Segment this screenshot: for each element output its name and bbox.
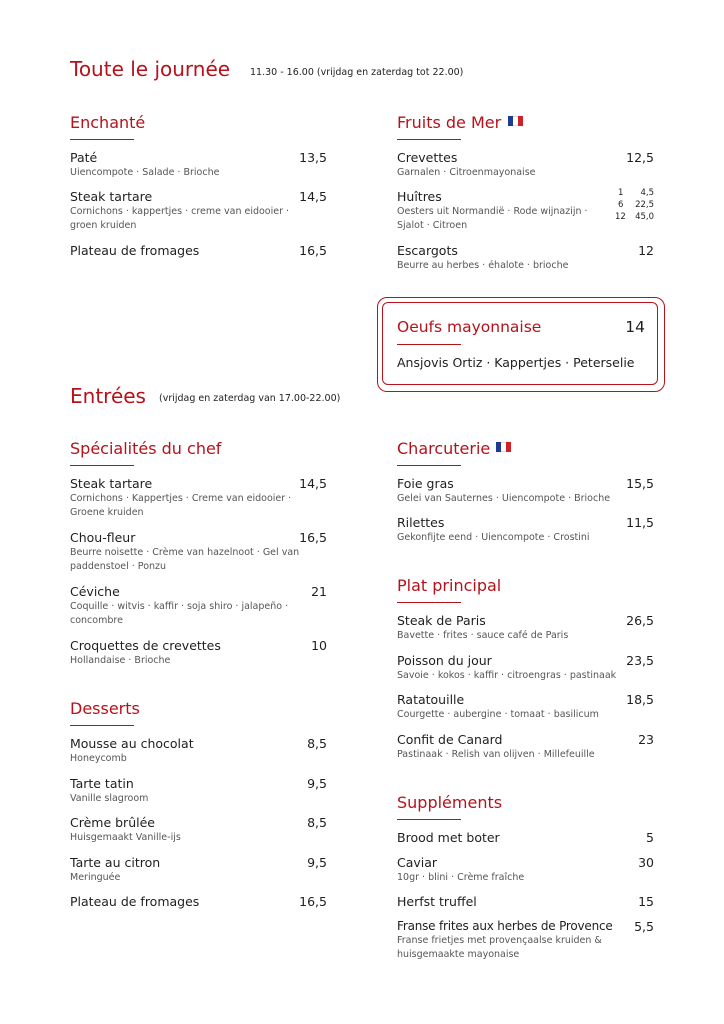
item-price: 23: [638, 732, 654, 747]
item-desc: Cornichons · Kappertjes · Creme van eidooier · Groene kruiden: [70, 493, 292, 518]
item-name: Franse frites aux herbes de Provence: [397, 919, 613, 933]
item-desc: Savoie · kokos · kaffir · citroengras · pastinaak: [397, 670, 617, 681]
menu-item: [397, 855, 627, 885]
menu-item: [70, 855, 300, 885]
item-desc: Coquille · witvis · kaffir · soja shiro · jalapeño · concombre: [70, 601, 289, 626]
item-name: Caviar: [397, 855, 438, 870]
section-rule: [397, 344, 461, 345]
section-rule: [397, 465, 461, 466]
section-title-charcuterie: Charcuterie: [397, 439, 491, 458]
menu-item: [70, 476, 300, 520]
item-price: 21: [311, 584, 327, 599]
section-rule: [397, 139, 461, 140]
menu-item: [70, 584, 300, 628]
item-desc: Gelei van Sauternes · Uiencompote · Brioche: [397, 493, 611, 504]
item-name: Chou-fleur: [70, 530, 136, 545]
section-rule: [70, 725, 134, 726]
section-rule: [70, 465, 134, 466]
item-price: 13,5: [299, 150, 327, 165]
section-title-desserts: Desserts: [70, 699, 140, 718]
menu-item: [397, 243, 622, 273]
menu-item: [397, 692, 627, 722]
item-name: Paté: [70, 150, 98, 165]
item-desc: Franse frietjes met provençaalse kruiden & huisgemaakte mayonaise: [397, 935, 602, 960]
item-price: 18,5: [626, 692, 654, 707]
entrees-hours: (vrijdag en zaterdag van 17.00-22.00): [159, 393, 341, 404]
section-title-fruits-de-mer: Fruits de Mer: [397, 113, 502, 132]
menu-item: [397, 653, 627, 683]
item-price: 16,5: [299, 243, 327, 258]
item-desc: Meringuée: [70, 872, 121, 883]
item-name: Foie gras: [397, 476, 454, 491]
item-price: 12: [638, 243, 654, 258]
item-name: Céviche: [70, 584, 120, 599]
item-price: 14,5: [299, 189, 327, 204]
item-price: 5,5: [634, 919, 654, 934]
page-hours: 11.30 - 16.00 (vrijdag en zaterdag tot 22.00): [250, 67, 464, 78]
feature-price: 14: [625, 318, 645, 336]
item-desc: Oesters uit Normandië · Rode wijnazijn · Sjalot · Citroen: [397, 206, 588, 231]
french-flag-icon: [496, 442, 511, 452]
item-name: Escargots: [397, 243, 458, 258]
item-price: 9,5: [307, 855, 327, 870]
feature-desc: Ansjovis Ortiz · Kappertjes · Peterselie: [397, 355, 635, 370]
item-price: 16,5: [299, 530, 327, 545]
menu-item: [397, 476, 627, 506]
item-price: 5: [646, 830, 654, 845]
item-name: Herfst truffel: [397, 894, 477, 909]
oyster-qty: 6: [618, 200, 624, 210]
section-title-plat-principal: Plat principal: [397, 576, 502, 595]
item-desc: Hollandaise · Brioche: [70, 655, 171, 666]
item-desc: Beurre au herbes · éhalote · brioche: [397, 260, 569, 271]
item-desc: Huisgemaakt Vanille-ijs: [70, 832, 181, 843]
item-desc: Cornichons · kappertjes · creme van eidooier · groen kruiden: [70, 206, 290, 231]
section-title-specialites: Spécialités du chef: [70, 439, 222, 458]
menu-item: [397, 830, 627, 845]
item-desc: Honeycomb: [70, 753, 127, 764]
section-rule: [70, 139, 134, 140]
menu-item: [397, 613, 627, 643]
menu-item: [70, 736, 300, 766]
menu-item: [70, 530, 300, 574]
item-name: Poisson du jour: [397, 653, 492, 668]
item-desc: Beurre noisette · Crème van hazelnoot · Gel van paddenstoel · Ponzu: [70, 547, 300, 572]
section-rule: [397, 819, 461, 820]
page-title: Toute le journée: [70, 57, 231, 81]
feature-name: Oeufs mayonnaise: [397, 318, 542, 336]
oyster-price: 4,5: [640, 188, 654, 198]
item-desc: 10gr · blini · Crème fraîche: [397, 872, 525, 883]
item-price: 11,5: [626, 515, 654, 530]
french-flag-icon: [508, 116, 523, 126]
menu-item: [70, 894, 300, 909]
item-price: 12,5: [626, 150, 654, 165]
item-desc: Gekonfijte eend · Uiencompote · Crostini: [397, 532, 590, 543]
menu-item: [397, 732, 627, 762]
oyster-qty: 1: [618, 188, 624, 198]
item-name: Croquettes de crevettes: [70, 638, 221, 653]
item-name: Tarte au citron: [70, 855, 161, 870]
menu-item: [397, 150, 622, 180]
item-name: Steak de Paris: [397, 613, 486, 628]
item-name: Crème brûlée: [70, 815, 155, 830]
oyster-qty: 12: [615, 212, 626, 222]
item-price: 9,5: [307, 776, 327, 791]
item-price: 15,5: [626, 476, 654, 491]
item-price: 15: [638, 894, 654, 909]
item-name: Brood met boter: [397, 830, 500, 845]
menu-item: [397, 515, 627, 545]
item-name: Tarte tatin: [70, 776, 134, 791]
item-desc: Pastinaak · Relish van olijven · Millefeuille: [397, 749, 595, 760]
item-desc: Uiencompote · Salade · Brioche: [70, 167, 220, 178]
item-name: Ratatouille: [397, 692, 465, 707]
item-name: Crevettes: [397, 150, 458, 165]
entrees-title: Entrées: [70, 384, 146, 408]
item-desc: Bavette · frites · sauce café de Paris: [397, 630, 569, 641]
section-rule: [397, 602, 461, 603]
item-price: 26,5: [626, 613, 654, 628]
menu-item: [70, 776, 300, 806]
item-price: 16,5: [299, 894, 327, 909]
item-name: Steak tartare: [70, 476, 153, 491]
item-name: Plateau de fromages: [70, 894, 200, 909]
item-desc: Vanille slagroom: [70, 793, 149, 804]
item-name: Plateau de fromages: [70, 243, 200, 258]
item-desc: Garnalen · Citroenmayonaise: [397, 167, 536, 178]
menu-item: [397, 919, 627, 962]
item-price: 8,5: [307, 815, 327, 830]
item-name: Confit de Canard: [397, 732, 503, 747]
oyster-price: 22,5: [635, 200, 654, 210]
item-desc: Courgette · aubergine · tomaat · basilicum: [397, 709, 599, 720]
item-price: 14,5: [299, 476, 327, 491]
item-price: 23,5: [626, 653, 654, 668]
oyster-price: 45,0: [635, 212, 654, 222]
item-name: Huîtres: [397, 189, 442, 204]
item-name: Mousse au chocolat: [70, 736, 194, 751]
menu-item: [397, 894, 627, 909]
menu-item: [70, 815, 300, 845]
section-title-enchante: Enchanté: [70, 113, 146, 132]
menu-item: [397, 189, 597, 233]
item-price: 30: [638, 855, 654, 870]
section-title-supplements: Suppléments: [397, 793, 503, 812]
item-price: 8,5: [307, 736, 327, 751]
item-price: 10: [311, 638, 327, 653]
item-name: Steak tartare: [70, 189, 153, 204]
menu-item: [70, 638, 300, 668]
item-name: Rilettes: [397, 515, 445, 530]
